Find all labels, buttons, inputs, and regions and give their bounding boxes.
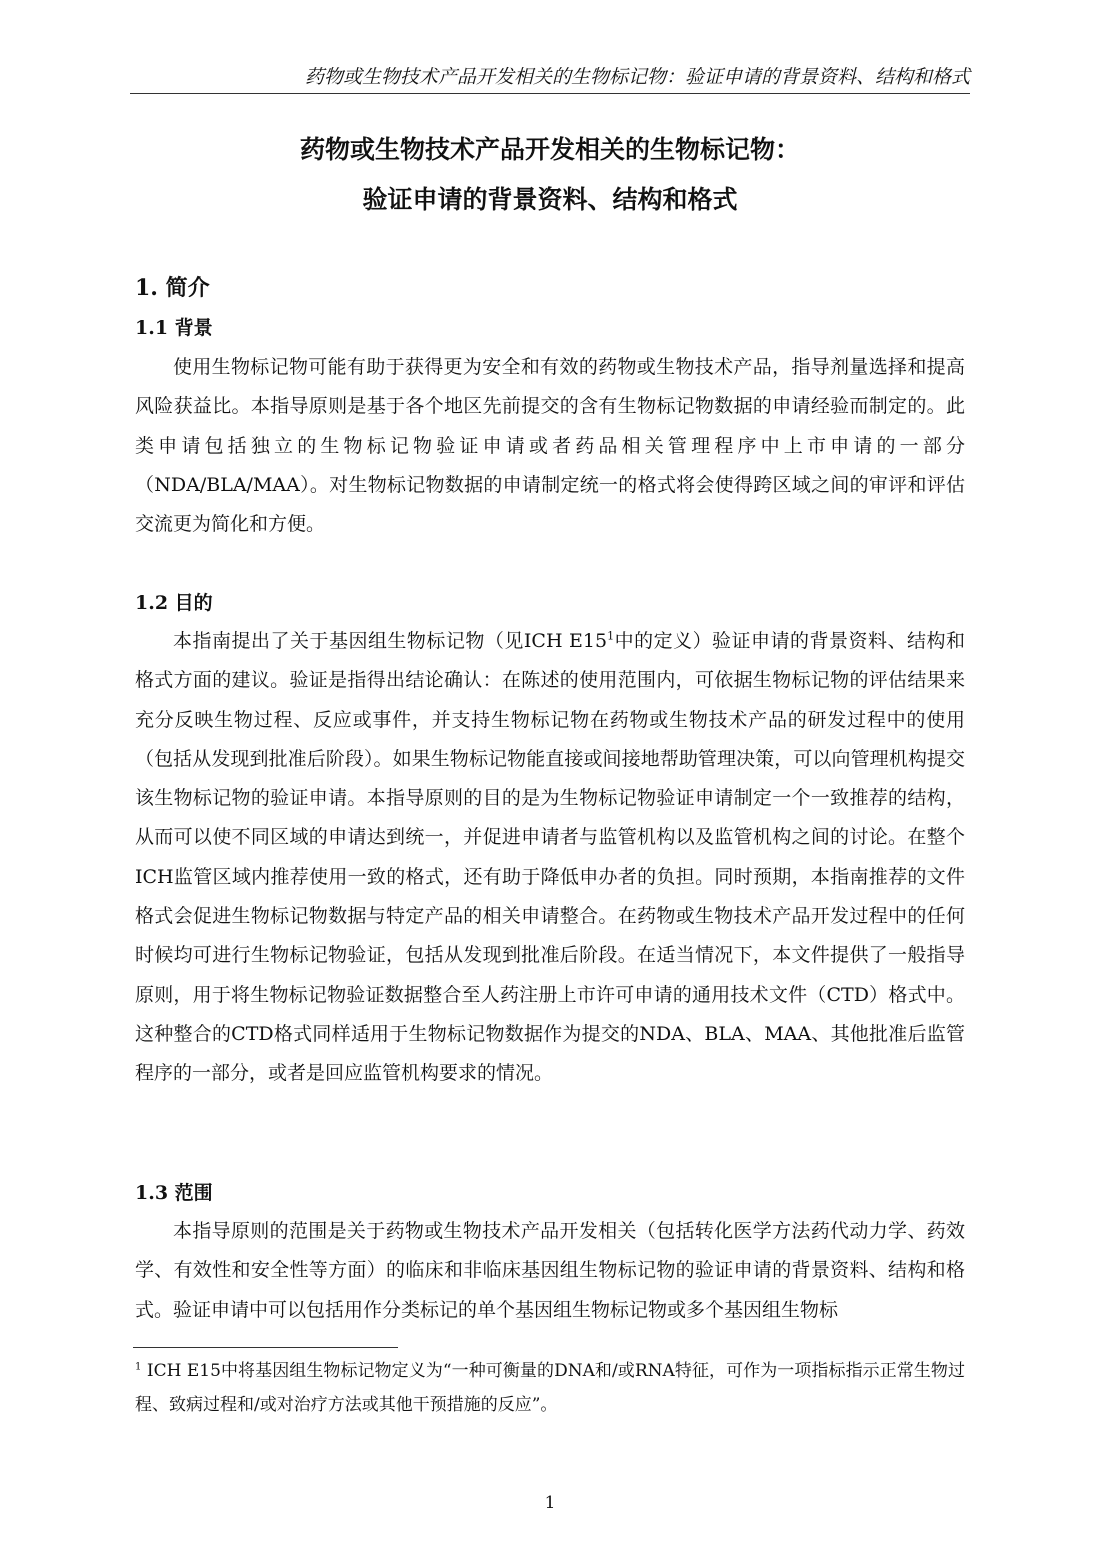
- paragraph-purpose-start: 本指南提出了关于基因组生物标记物（见ICH E15: [173, 630, 608, 652]
- document-title-line-2: 验证申请的背景资料、结构和格式: [362, 185, 738, 214]
- document-title-line-1: 药物或生物技术产品开发相关的生物标记物：: [299, 135, 800, 164]
- header-divider: [130, 93, 970, 94]
- subsection-heading-background: 1.1 背景: [135, 317, 213, 339]
- footnote-marker: 1: [135, 1361, 142, 1373]
- running-header: 药物或生物技术产品开发相关的生物标记物：验证申请的背景资料、结构和格式: [304, 66, 970, 88]
- subsection-heading-scope: 1.3 范围: [135, 1182, 213, 1204]
- footnote-divider: [133, 1347, 398, 1348]
- footnote-reference: 1: [607, 629, 615, 643]
- footnote: [135, 1354, 965, 1422]
- subsection-heading-purpose: 1.2 目的: [135, 592, 213, 614]
- page-number: 1: [544, 1493, 556, 1513]
- paragraph-background: 使用生物标记物可能有助于获得更为安全和有效的药物或生物技术产品，指导剂量选择和提高风险获益比。本指导原则是基于各个地区先前提交的含有生物标记物数据的申请经验而制定的。此类申请包括独立的生物标记物验证申请或者药品相关管理程序中上市申请的一部分（NDA/BLA/MAA）。对生物标记物数据的申请制定统一的格式将会使得跨区域之间的审评和评估交流更为简化和方便。: [135, 356, 965, 536]
- footnote-text: ICH E15中将基因组生物标记物定义为“一种可衡量的DNA和/或RNA特征，可作为一项指标指示正常生物过程、致病过程和/或对治疗方法或其他干预措施的反应”。: [135, 1361, 965, 1415]
- paragraph-scope: 本指导原则的范围是关于药物或生物技术产品开发相关（包括转化医学方法药代动力学、药效学、有效性和安全性等方面）的临床和非临床基因组生物标记物的验证申请的背景资料、结构和格式。验证申请中可以包括用作分类标记的单个基因组生物标记物或多个基因组生物标: [135, 1220, 965, 1321]
- section-heading-introduction: 1. 简介: [135, 275, 210, 301]
- paragraph-purpose: [135, 622, 965, 1094]
- paragraph-purpose-rest: 中的定义）验证申请的背景资料、结构和格式方面的建议。验证是指得出结论确认：在陈述的使用范围内，可依据生物标记物的评估结果来充分反映生物过程、反应或事件，并支持生物标记物在药物或生物技术产品的研发过程中的使用（包括从发现到批准后阶段）。如果生物标记物能直接或间接地帮助管理决策，可以向管理机构提交该生物标记物的验证申请。本指导原则的目的是为生物标记物验证申请制定一个一致推荐的结构，从而可以使不同区域的申请达到统一，并促进申请者与监管机构以及监管机构之间的讨论。在整个ICH监管区域内推荐使用一致的格式，还有助于降低申办者的负担。同时预期，本指南推荐的文件格式会促进生物标记物数据与特定产品的相关申请整合。在药物或生物技术产品开发过程中的任何时候均可进行生物标记物验证，包括从发现到批准后阶段。在适当情况下，本文件提供了一般指导原则，用于将生物标记物验证数据整合至人药注册上市许可申请的通用技术文件（CTD）格式中。这种整合的CTD格式同样适用于生物标记物数据作为提交的NDA、BLA、MAA、其他批准后监管程序的一部分，或者是回应监管机构要求的情况。: [135, 630, 965, 1085]
